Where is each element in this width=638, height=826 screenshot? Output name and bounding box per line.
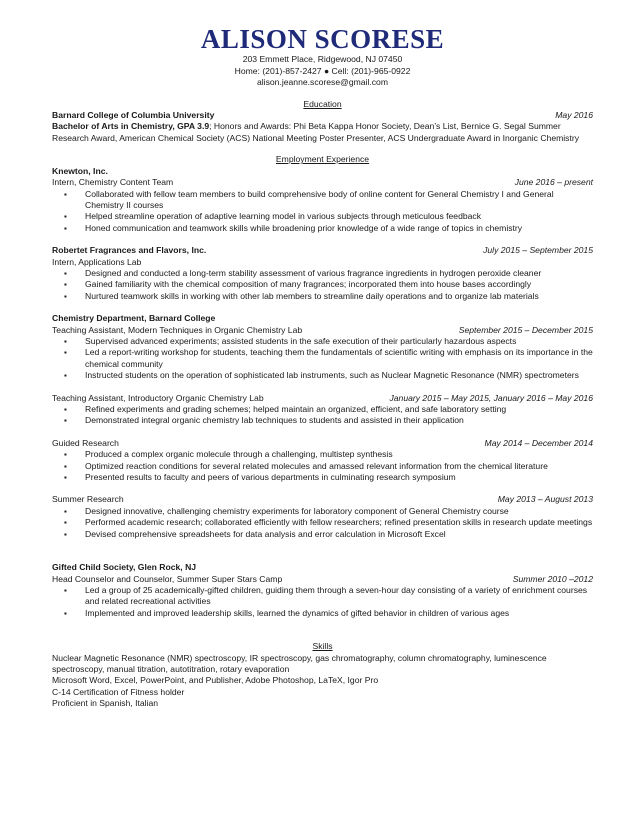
skills-line-certification: C-14 Certification of Fitness holder [52, 686, 185, 697]
skills-list [52, 653, 593, 710]
role-title: Teaching Assistant, Modern Techniques in Organic Chemistry Lab [52, 324, 303, 335]
skills-section [52, 641, 593, 710]
role-date: January 2015 – May 2015, January 2016 – May 2016 [389, 392, 593, 403]
phone-numbers: Home: (201)-857-2427 ● Cell: (201)-965-0922 [234, 65, 411, 76]
section-title-employment: Employment Experience [275, 154, 370, 165]
bullet-item: ▪ Nurtured teamwork skills in working with other lab members to streamline daily operations and to organize lab materials [52, 291, 593, 302]
role-title: Summer Research [52, 494, 124, 505]
bullet-item: ▪ Presented results to faculty and peers of various departments in culminating research symposium [52, 472, 593, 483]
bullet-item: ▪ Led a group of 25 academically-gifted children, guiding them through a seven-hour day consisting of a variety of enrichment courses and related recreational activities [52, 585, 593, 608]
section-title-skills: Skills [312, 641, 333, 652]
bullet-item: ▪ Devised comprehensive spreadsheets for data analysis and error calculation in Microsoft Excel [52, 529, 593, 540]
bullet-item: ▪ Instructed students on the operation of sophisticated lab instruments, such as Nuclear Magnetic Resonance (NMR) spectrometers [52, 370, 593, 381]
bullet-list [52, 189, 593, 235]
bullet-item: ▪ Honed communication and teamwork skills while broadening prior knowledge of a wide range of topics in chemistry [52, 223, 593, 234]
role-title: Intern, Chemistry Content Team [52, 177, 174, 188]
role-date: May 2014 – December 2014 [484, 437, 593, 448]
bullet-list [52, 268, 593, 302]
org-robertet [52, 245, 593, 302]
role-title: Guided Research [52, 437, 119, 448]
bullet-item: ▪ Gained familiarity with the chemical composition of many fragrances; incorporated them into house bases accordingly [52, 279, 593, 290]
role-title: Teaching Assistant, Introductory Organic Chemistry Lab [52, 392, 264, 403]
org-name: Robertet Fragrances and Flavors, Inc. [52, 245, 207, 256]
honors: ; Honors and Awards: Phi Beta Kappa Honor Society, Dean’s List, Bernice G. Segal Summer Research Award, American Chemical Society (ACS) National Meeting Poster Presenter, ACS Undergraduate Award in Inorganic Chemistry [52, 121, 580, 143]
role-ta-modern-techniques [52, 325, 593, 382]
bullet-item: ▪ Helped streamline operation of adaptive learning model in various subjects through meticulous feedback [52, 211, 593, 222]
employment-section [52, 154, 593, 619]
resume-page [52, 24, 593, 710]
bullet-item: ▪ Performed academic research; collaborated efficiently with fellow researchers; refined presentation skills in research update meetings [52, 517, 593, 528]
candidate-name: ALISON SCORESE [200, 24, 445, 54]
bullet-list [52, 506, 593, 540]
bullet-item: ▪ Produced a complex organic molecule through a challenging, multistep synthesis [52, 449, 593, 460]
role-ta-intro-organic [52, 393, 593, 427]
org-barnard-chemistry [52, 313, 593, 540]
skills-line-lab: Nuclear Magnetic Resonance (NMR) spectroscopy, IR spectroscopy, gas chromatography, column chromatography, luminescence spectroscopy, manual titration, autotitration, rotary evaporation [52, 652, 547, 675]
bullet-item: ▪ Implemented and improved leadership skills, learned the dynamics of gifted behavior in children of various ages [52, 608, 593, 619]
email: alison.jeanne.scorese@gmail.com [256, 77, 388, 87]
school-name: Barnard College of Columbia University [52, 110, 215, 120]
bullet-item: ▪ Led a report-writing workshop for students, teaching them the fundamentals of scientific writing with emphasis on its importance in the chemical community [52, 347, 593, 370]
bullet-item: ▪ Optimized reaction conditions for several related molecules and amassed relevant information from the chemical literature [52, 461, 593, 472]
bullet-list [52, 585, 593, 619]
bullet-item: ▪ Designed and conducted a long-term stability assessment of various fragrance ingredients in hydrogen peroxide cleaner [52, 268, 593, 279]
role-date: June 2016 – present [514, 177, 593, 188]
bullet-list [52, 336, 593, 382]
skills-line-software: Microsoft Word, Excel, PowerPoint, and Publisher, Adobe Photoshop, LaTeX, Igor Pro [52, 675, 379, 686]
section-title-education: Education [303, 98, 342, 109]
bullet-list [52, 404, 593, 427]
org-gifted-child-society [52, 562, 593, 619]
org-name: Knewton, Inc. [52, 165, 108, 176]
skills-line-languages: Proficient in Spanish, Italian [52, 698, 159, 709]
bullet-item: ▪ Collaborated with fellow team members to build comprehensive body of online content for General Chemistry I and General Chemistry II courses [52, 189, 593, 212]
role-date: May 2013 – August 2013 [497, 494, 593, 505]
bullet-item: ▪ Refined experiments and grading schemes; helped maintain an organized, efficient, and safe laboratory setting [52, 404, 593, 415]
org-name: Gifted Child Society, Glen Rock, NJ [52, 562, 197, 573]
resume-header [52, 24, 593, 89]
org-name: Chemistry Department, Barnard College [52, 313, 216, 324]
graduation-date: May 2016 [555, 110, 593, 120]
bullet-item: ▪ Supervised advanced experiments; assisted students in the safe execution of their particularly hazardous aspects [52, 336, 593, 347]
address: 203 Emmett Place, Ridgewood, NJ 07450 [242, 54, 403, 64]
role-date: Summer 2010 –2012 [512, 573, 593, 584]
role-title: Intern, Applications Lab [52, 256, 142, 267]
education-section [52, 99, 593, 145]
bullet-item: ▪ Demonstrated integral organic chemistry lab techniques to students and assisted in their application [52, 415, 593, 426]
bullet-item: ▪ Designed innovative, challenging chemistry experiments for laboratory component of General Chemistry course [52, 506, 593, 517]
role-summer-research [52, 494, 593, 540]
role-guided-research [52, 438, 593, 484]
role-date: July 2015 – September 2015 [483, 245, 593, 256]
role-date: September 2015 – December 2015 [458, 324, 593, 335]
bullet-list [52, 449, 593, 483]
role-title: Head Counselor and Counselor, Summer Super Stars Camp [52, 573, 283, 584]
degree-and-honors [52, 121, 593, 144]
degree: Bachelor of Arts in Chemistry, GPA 3.9 [52, 121, 210, 132]
org-knewton [52, 166, 593, 234]
